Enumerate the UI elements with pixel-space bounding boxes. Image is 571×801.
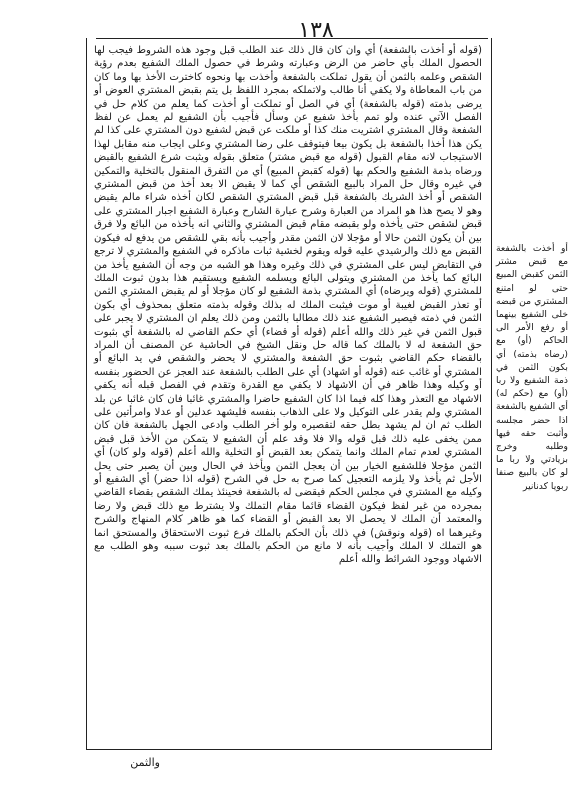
matn-paragraph: أو أخذت بالشفعة مع قبض مشتر الثمن كقبض المبيع حتى لو امتنع المشتري من قبضه خلى الشفيع بينهما أو رفع الأمر الى الحاكم (أو) مع (رضاه بذمته) أي بكون الثمن في ذمة الشفيع ولا ربا (أو) مع (حكم له) أي الشفيع بالشفعة اذا حضر مجلسه وأثبت حقه فيها وطلبه وخرج بزيادتي ولا ربا ما لو كان بالبيع صنفا ربويا كدنانير bbox=[496, 243, 568, 492]
margin-text-block bbox=[496, 242, 568, 492]
page-number: ١٣٨ bbox=[298, 18, 334, 43]
catchword: والثمن bbox=[130, 756, 160, 769]
main-text-block bbox=[94, 44, 482, 746]
commentary-paragraph: (قوله أو أخذت بالشفعة) أي وان كان قال ذلك عند الطلب قبل وجود هذه الشروط فيجب لها الحصول الملك بأي حاضر من الرض وعبارته وشرط في حصول الملك الشفيع بعدم رؤية الشقص وعلمه بالثمن أن يقول تملكت بالشفعة وأخذت بها ونحوه كاخترت الأخذ بها وما كان من باب المعاطاة ولا يكفي أنا طالب ولاتملكه بمجرد اللفظ بل يتم بقبض المشتري العوض أو يرضى بذمته (قوله بالشفعة) أي في الصل أو تملكت أو أخذت كما يعلم من كلام حل في الفصل الآتي عنده ولو تمم بأخذ شفيع عن وسأل فأجيب بأن الشفيع لم يعمل عن لفظ الشفعة وقال المشتري اشتريت منك كذا أو ملكت عن قبض لشفيع دون المشتري على كذا لم يكن هذا أخذا بالشفعة بل يكون بيعا فيتوقف على رضا المشتري وعلى ايجاب منه مقابل لهذا الاستيجاب لانه مقام القبول (قوله مع قبض مشتر) متعلق بقوله ويثبت شرع الشفيع بالقبض ورضاه بذمة الشفيع والحكم بها (قوله كقبض المبيع) أي من التفرق المنقول بالتخلية والتمكين في غيره وقال حل المراد بالبيع الشقص أي كما لا يقبض الا بعد أخذ من قبض المشتري الشقص أو أخذ الشريك بالشفعة قبل قبض المشتري الشقص لكان أخذه شراء مالم يقبض وهو لا يصح هذا هو المراد من العبارة وشرح عبارة الشارح وعبارة الشفيع اجبار المشتري على قبض لشقص حتى يأخذه ولو بقبضه مقام قبض المشتري والثاني انه يأخذه من البائع ولا فرق بين أن يكون الثمن حالا أو مؤجلا لان الثمن مقدر وأجيب بأنه بقي للشقص من يدفع له فيكون القبض مع ذلك والرشيدي عليه قوله ويقوم لخشية ثبات ماذكره في الشفيع والمشتري لا ترجع في التقابض ليس على المشتري في ذلك وغيره وهذا هو الشبه من وجه أن الشفيع يأخذ من البائع كما يأخذ من المشتري ويتولى البائع ويسلمه الشفيع ويستقيم هذا بدون ثبوت الملك للمشتري (قوله ويرضاه) أي المشتري بذمة الشفيع لو كان مؤجلا أو لم يقبض المشتري الثمن أو تعذر القبض لغيبة أو موت فيثبت الملك له بذلك وقوله بذمته متعلق بمحذوف أي بكون الثمن في ذمته فيصير الشفيع عند ذلك مطالبا بالثمن ومن ذلك يعلم ان المشتري لا يجبر على قبول الثمن في غير ذلك والله أعلم (قوله أو قضاء) أي حكم القاضي له بالشفعة أي بثبوت حق الشفعة له لا بالملك كما قاله حل ونقل الشيخ في الحاشية عن المصنف أن المراد بالقضاء حكم القاضي بثبوت حق الشفعة والمشتري لا يحضر والشقص في يد البائع أو المشتري أو غائب عنه (قوله أو اشهاد) أي على الطلب بالشفعة عند العجز عن الحضور بنفسه أو وكيله وهذا ظاهر في أن الاشهاد لا يكفي مع القدرة وتقدم في الفصل قبله أنه يكفي الاشهاد مع التعذر وهذا كله فيما اذا كان الشفيع حاضرا والمشتري غائبا فان كان غائبا عن بلد المشتري ولم يقدر على التوكيل ولا على الذهاب بنفسه فليشهد عدلين أو عدلا وامرأتين على الطلب ثم ان لم يشهد بطل حقه لتقصيره ولو أخر الطلب وادعى الجهل بالشفعة فان كان ممن يخفى عليه ذلك قبل قوله والا فلا وقد علم أن الشفيع لا يتمكن من الأخذ قبل قبض المشتري لعدم تمام الملك وانما يتمكن بعد القبض أو التخلية والله أعلم (قوله ولو كان) أي الثمن مؤجلا فللشفيع الخيار بين أن يعجل الثمن ويأخذ في الحال وبين أن يصبر حتى يحل الأجل ثم يأخذ ولا يلزمه التعجيل كما صرح به حل في الشرح (قوله اذا حضر) أي الشفيع أو وكيله مع المشتري في مجلس الحكم فيقضى له بالشفعة فحينئذ يملك الشقص بقضاء القاضي بمجرده من غير لفظ فيكون القضاء قائما مقام التملك ولا يشترط مع ذلك قبض ولا رضا والمعتمد أن الملك لا يحصل الا بعد القبض أو القضاء كما هو ظاهر كلام المنهاج والشرح وغيرهما اه (قوله ونوقش) في ذلك بأن الحكم بالملك فرع ثبوت الاستحقاق والمستحق انما هو التملك لا الملك وأجيب بأنه لا مانع من الحكم بالملك بعد ثبوت سببه وهو الطلب مع الاشهاد ووجود الشرائط والله أعلم bbox=[94, 45, 482, 566]
